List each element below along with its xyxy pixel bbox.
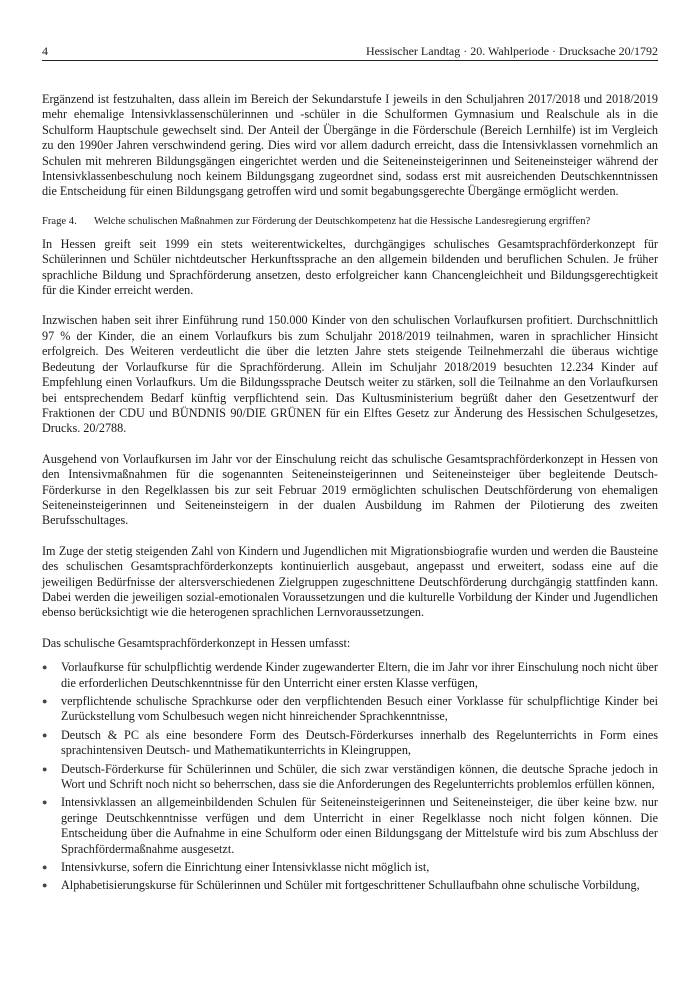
bullet-list <box>42 660 658 894</box>
bullet-icon: ● <box>42 880 48 891</box>
running-head: Hessischer Landtag · 20. Wahlperiode · Drucksache 20/1792 <box>365 44 658 58</box>
page-header <box>42 42 658 60</box>
header-rule <box>42 60 658 61</box>
list-item-text: Alphabetisierungskurse für Schülerinnen und Schüler mit fortgeschrittener Schullaufbahn ohne schulische Vorbildung, <box>61 878 640 893</box>
question-label: Frage 4. <box>42 215 77 227</box>
list-item-text: Intensivklassen an allgemeinbildenden Schulen für Seiteneinsteigerinnen und Seiteneinsteiger, die über keine bzw. nur geringe Deutschkenntnisse verfügen und dem Unterricht in einer Regelklasse noch nicht folgen können. Die Entscheidung über die Aufnahme in eine Schulform oder einen Bildungsgang der Mittelstufe wird bis zum Abschluss der Sprachfördermaßnahme ausgesetzt. <box>61 795 658 856</box>
list-item-text: Deutsch & PC als eine besondere Form des Deutsch-Förderkurses innerhalb des Regelunterrichts in Form eines sprachintensiven Deutsch- und Mathematikunterrichts in Kleingruppen, <box>61 727 658 758</box>
list-item-text: Vorlaufkurse für schulpflichtig werdende Kinder zugewanderter Eltern, die im Jahr vor ihrer Einschulung noch nicht über die erforderlichen Deutschkenntnisse für den Unterricht einer ersten Klasse verfügen, <box>61 660 658 690</box>
page-number: 4 <box>42 44 48 58</box>
answer-paragraph: In Hessen greift seit 1999 ein stets weiterentwickeltes, durchgängiges schulisches Gesamtsprachförderkonzept für Schülerinnen und Schüler nichtdeutscher Herkunftssprache an den allgemein bildenden und beruflichen Schulen. Je früher sprachliche Bildung und Sprachförderung ansetzen, desto erfolgreicher kann Chancengleichheit und Bildungsgerechtigkeit für die Kinder erreicht werden. <box>42 236 658 298</box>
answer-paragraph: Ausgehend von Vorlaufkursen im Jahr vor der Einschulung reicht das schulische Gesamtsprachförderkonzept in Hessen von den Intensivmaßnahmen für die sogenannten Seiteneinsteigerinnen und Seiteneinsteiger über begleitende Deutsch-Förderkurse in den Regelklassen bis zur seit Februar 2019 ermöglichten schulischen Deutschförderung von ehemaligen Seiteneinsteigerinnen und Seiteneinsteigern in der dualen Ausbildung im Rahmen der Pilotierung des zweiten Berufsschultages. <box>42 451 658 528</box>
list-item <box>42 878 658 893</box>
list-item-text: verpflichtende schulische Sprachkurse oder den verpflichtenden Besuch einer Vorklasse für schulpflichtige Kinder bei Zurückstellung vom Schulbesuch wegen nicht hinreichender Sprachkenntnisse, <box>61 694 658 724</box>
list-item <box>42 728 658 759</box>
paragraph-intro: Ergänzend ist festzuhalten, dass allein im Bereich der Sekundarstufe I jeweils in den Schuljahren 2017/2018 und 2018/2019 mehr ehemalige Intensivklassenschülerinnen und -schüler in die Schulformen Gymnasium und Realschule als in die Schulform Hauptschule gewechselt sind. Der Anteil der Übergänge in die Förderschule (Bereich Lernhilfe) ist im Vergleich zu den 1990er Jahren verschwindend gering. Dies wird vor allem dadurch erreicht, dass die Intensivklassen vornehmlich an Schulen mit mehreren Bildungsgängen eingerichtet werden und die Seiteneinsteigerinnen und Seiteneinsteiger während der Intensivklassenbeschulung noch keinem Bildungsgang zugeordnet sind, sodass erst mit ausreichenden Deutschkenntnissen die Entscheidung für einen Bildungsgang getroffen wird und somit begabungsgerechte Übergänge ermöglicht werden. <box>42 92 658 199</box>
list-item <box>42 860 658 875</box>
list-item <box>42 762 658 793</box>
answer-paragraph: Das schulische Gesamtsprachförderkonzept in Hessen umfasst: <box>42 635 351 650</box>
bullet-icon: ● <box>42 862 48 873</box>
list-item <box>42 660 658 691</box>
bullet-icon: ● <box>42 797 48 808</box>
question-text: Welche schulischen Maßnahmen zur Förderung der Deutschkompetenz hat die Hessische Landesregierung ergriffen? <box>94 215 591 227</box>
bullet-icon: ● <box>42 729 48 740</box>
bullet-icon: ● <box>42 696 48 706</box>
bullet-icon: ● <box>42 763 48 774</box>
document-body <box>42 92 658 897</box>
list-item-text: Deutsch-Förderkurse für Schülerinnen und Schüler, die sich zwar verständigen können, die deutsche Sprache jedoch in Wort und Schrift noch nicht so beherrschen, dass sie die Anforderungen des Regelunterrichts problemlos erfüllen können, <box>61 761 658 792</box>
list-item-text: Intensivkurse, sofern die Einrichtung einer Intensivklasse nicht möglich ist, <box>61 860 430 875</box>
bullet-icon: ● <box>42 662 48 673</box>
answer-paragraph: Inzwischen haben seit ihrer Einführung rund 150.000 Kinder von den schulischen Vorlaufkursen profitiert. Durchschnittlich 97 % der Kinder, die an einem Vorlaufkurs bis zum Schuljahr 2018/2019 teilnahmen, waren in sprachlicher Hinsicht erfolgreich. Des Weiteren verdeutlicht die über die letzten Jahre stets steigende Teilnehmerzahl die überaus wichtige Bedeutung der Vorlaufkurse für die Sprachförderung. Allein im Schuljahr 2018/2019 besuchten 12.234 Kinder auf Empfehlung einen Vorlaufkurs. Um die Bildungssprache Deutsch weiter zu stärken, soll die Teilnahme an den Vorlaufkursen bei entsprechendem Bedarf künftig verpflichtend sein. Das Kultusministerium begrüßt daher den Gesetzentwurf der Fraktionen der CDU und BÜNDNIS 90/DIE GRÜNEN für ein Elftes Gesetz zur Änderung des Hessischen Schulgesetzes, Drucks. 20/2788. <box>42 313 658 436</box>
list-item <box>42 795 658 857</box>
question-block <box>42 215 658 228</box>
list-item <box>42 694 658 725</box>
answer-paragraph: Im Zuge der stetig steigenden Zahl von Kindern und Jugendlichen mit Migrationsbiografie wurden und werden die Bausteine des schulischen Gesamtsprachförderkonzepts kontinuierlich ausgebaut, angepasst und erweitert, sodass eine auf die jeweiligen Bedürfnisse der altersverschiedenen Zielgruppen zugeschnittene Deutschförderung durchgängig stattfinden kann. Dabei werden die jeweiligen sozial-emotionalen Voraussetzungen und die kulturelle Vorbildung der Kinder und Jugendlichen ebenso berücksichtigt wie die heterogenen sprachlichen Lernvoraussetzungen. <box>42 543 658 620</box>
